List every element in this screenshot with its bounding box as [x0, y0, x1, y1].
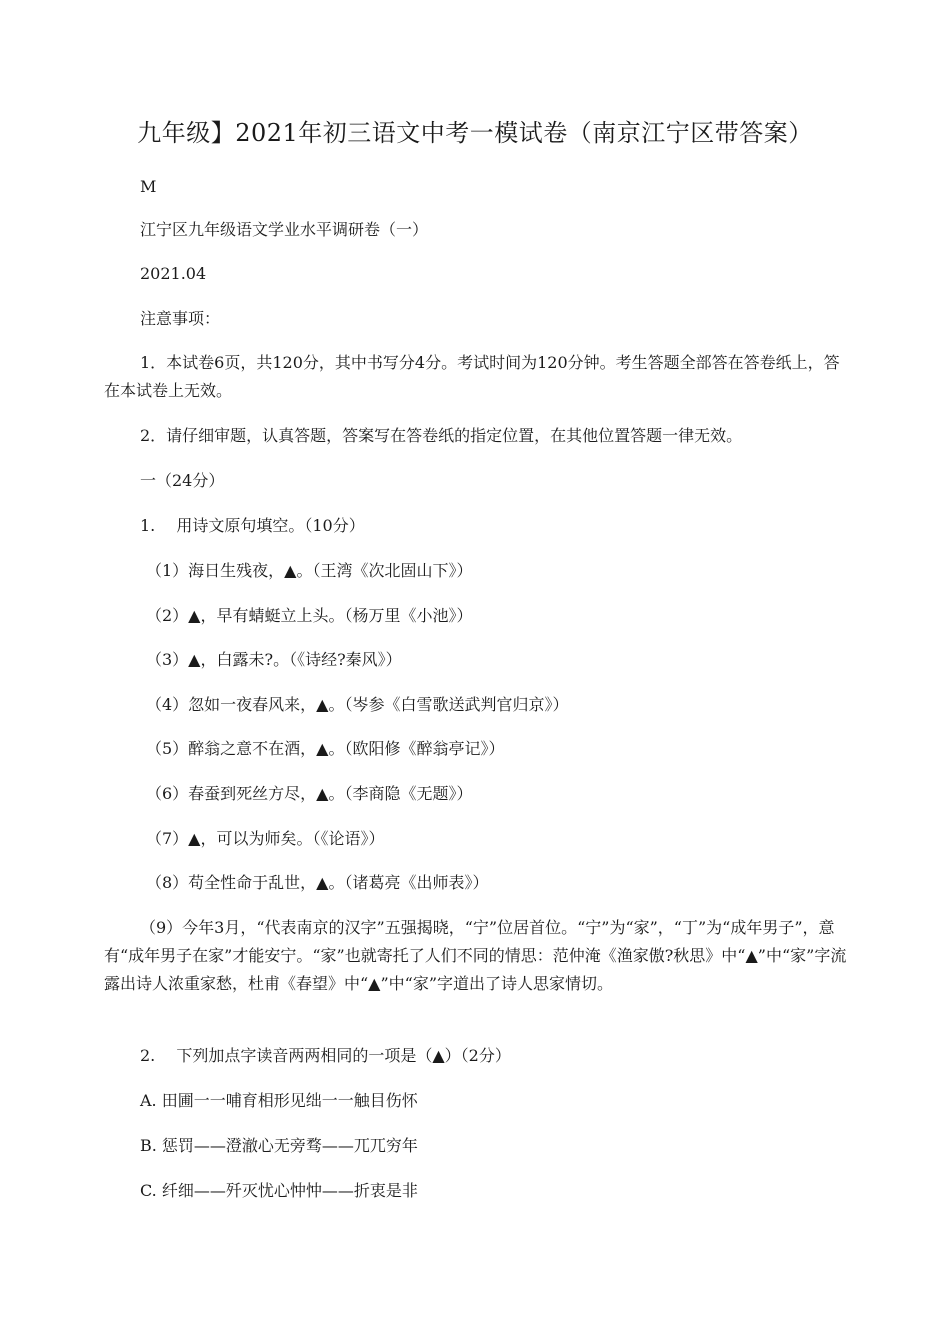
question-1-item-6: （6）春蚕到死丝方尽，▲。（李商隐《无题》）	[146, 784, 473, 803]
question-2-option-a: A. 田圃一一哺育相形见绌一一触目伤怀	[140, 1091, 418, 1110]
question-1-item-4: （4）忽如一夜春风来，▲。（岑参《白雪歌送武判官归京》）	[146, 695, 569, 714]
section-heading: 一（24分）	[140, 471, 225, 490]
exam-name: 江宁区九年级语文学业水平调研卷（一）	[140, 220, 429, 239]
question-2-title: 2. 下列加点字读音两两相同的一项是（▲）（2分）	[140, 1046, 511, 1065]
question-1-item-7: （7）▲，可以为师矣。（《论语》）	[146, 829, 385, 848]
notice-item-2: 2．请仔细审题，认真答题，答案写在答卷纸的指定位置，在其他位置答题一律无效。	[140, 426, 743, 445]
question-1-item-1: （1）海日生残夜，▲。（王湾《次北固山下》）	[146, 561, 473, 580]
question-1-item-2: （2）▲，早有蜻蜓立上头。（杨万里《小池》）	[146, 606, 473, 625]
notice-heading: 注意事项：	[140, 309, 221, 328]
marker-text: M	[140, 177, 157, 196]
question-2-option-c: C. 纤细——歼灭忧心忡忡——折衷是非	[140, 1181, 418, 1200]
document-title: 九年级】2021年初三语文中考一模试卷（南京江宁区带答案）	[137, 119, 813, 147]
question-1-item-5: （5）醉翁之意不在酒，▲。（欧阳修《醉翁亭记》）	[146, 739, 505, 758]
question-1-item-9: （9）今年3月，“代表南京的汉字”五强揭晓，“宁”位居首位。“宁”为“家”，“丁”为“成年男子”，意有“成年男子在家”才能安宁。“家”也就寄托了人们不同的情思：范仲淹《渔家傲?秋思》中“▲”中“家”字流露出诗人浓重家愁，杜甫《春望》中“▲”中“家”字道出了诗人思家情切。	[104, 918, 847, 993]
exam-date: 2021.04	[140, 264, 207, 283]
question-1-item-3: （3）▲，白露未?。（《诗经?秦风》）	[146, 650, 402, 669]
notice-item-1: 1．本试卷6页，共120分，其中书写分4分。考试时间为120分钟。考生答题全部答在答卷纸上，答在本试卷上无效。	[104, 353, 840, 400]
question-2-option-b: B. 惩罚——澄澈心无旁骛——兀兀穷年	[140, 1136, 418, 1155]
question-1-title: 1. 用诗文原句填空。（10分）	[140, 516, 365, 535]
question-1-item-8: （8）苟全性命于乱世，▲。（诸葛亮《出师表》）	[146, 873, 489, 892]
